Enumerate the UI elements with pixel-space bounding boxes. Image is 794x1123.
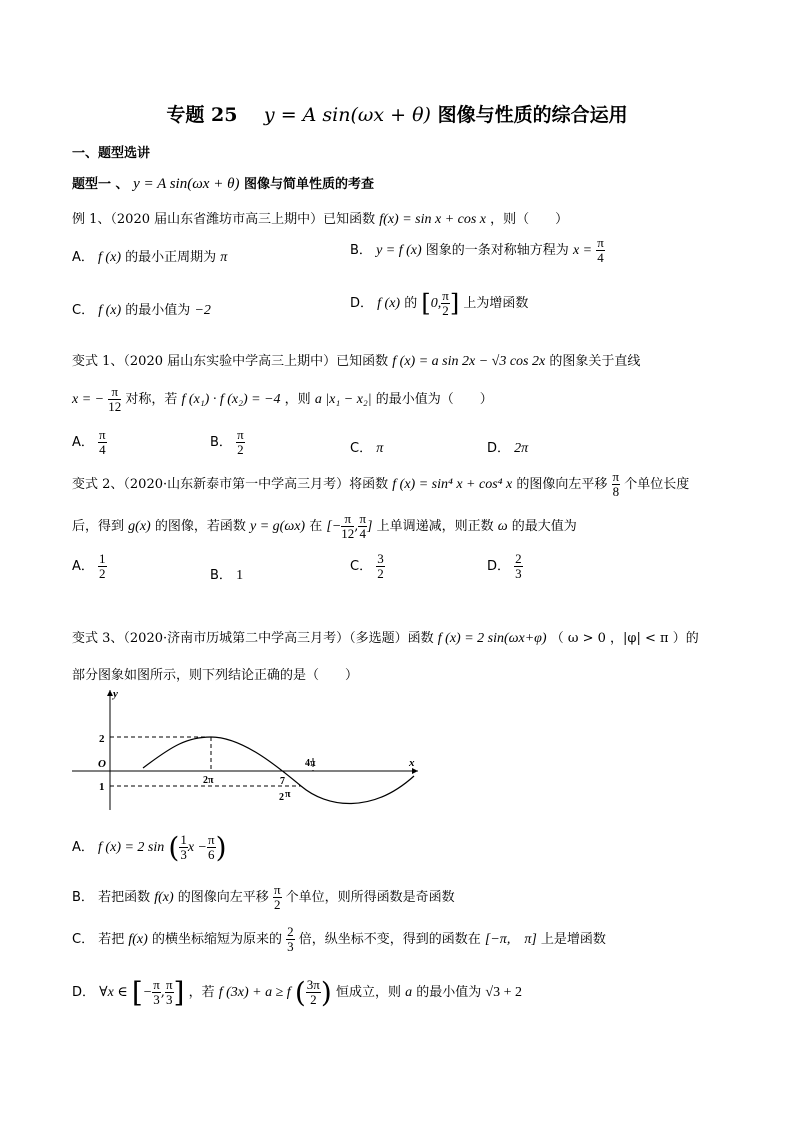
type-suffix: 图像与简单性质的考查 xyxy=(243,177,374,192)
fraction xyxy=(165,978,174,1007)
option-text: 的 xyxy=(404,296,418,311)
example1-stem-text: 例 1、（2020 届山东省潍坊市高三上期中）已知函数 xyxy=(72,212,376,227)
variant3-option-c xyxy=(72,925,606,954)
text: 上单调递减，则正数 xyxy=(376,519,494,534)
variant3-line2: 部分图象如图所示，则下列结论正确的是（ ） xyxy=(72,668,359,683)
fraction xyxy=(612,470,621,499)
numerator: 2 xyxy=(515,551,522,566)
option-math: f (x) xyxy=(98,250,121,265)
page-title xyxy=(0,100,794,127)
variant2-option-a xyxy=(72,552,107,581)
denominator: 2 xyxy=(237,442,244,457)
fraction xyxy=(108,385,121,414)
variant3-option-a: A． f (x) = 2 sin ( $\frac{1}{3}$ x − $\frac{\pi}{6}$ ) xyxy=(72,831,227,864)
text: 的图像，若函数 xyxy=(154,519,246,534)
example1-stem xyxy=(72,208,568,228)
option-math: 2π xyxy=(514,441,529,456)
text: 若把 xyxy=(98,932,125,947)
fraction xyxy=(179,833,188,862)
variant1-line2 xyxy=(72,385,493,414)
numerator: 3 xyxy=(377,551,384,566)
denominator: 3 xyxy=(180,847,187,862)
text: 个单位，则所得函数是奇函数 xyxy=(285,890,455,905)
numerator: π xyxy=(208,832,215,847)
title-prefix: 专题 25 xyxy=(166,104,238,126)
variant1-stem-text: 变式 1、（2020 届山东实验中学高三上期中）已知函数 xyxy=(72,354,389,369)
option-math: π xyxy=(376,441,384,456)
option-math: f(x) xyxy=(128,932,148,947)
option-math: −2 xyxy=(194,303,211,318)
option-math: y = f (x) xyxy=(376,243,422,258)
denominator: 12 xyxy=(108,399,122,414)
option-math: f(x) xyxy=(154,890,174,905)
text: ，若 xyxy=(188,985,215,1000)
fraction xyxy=(514,552,523,581)
variant3-stem-text: 变式 3、（2020·济南市历城第二中学高三月考）（多选题）函数 xyxy=(72,631,434,646)
numerator: π xyxy=(359,511,367,526)
denominator: 8 xyxy=(612,484,620,499)
numerator: π xyxy=(597,235,604,250)
option-label: B． xyxy=(210,568,232,583)
variant2-option-c xyxy=(350,552,385,581)
denominator: 6 xyxy=(208,847,215,862)
title-formula: y = A sin(ωx + θ) xyxy=(263,104,431,126)
fraction xyxy=(441,289,450,318)
numerator: π xyxy=(108,385,121,400)
x-axis-label: x xyxy=(409,757,415,769)
tick-label: 2 xyxy=(279,792,284,803)
text: 的最大值为 xyxy=(511,519,577,534)
text: 的最小值为 xyxy=(416,985,482,1000)
variant1-option-d xyxy=(487,437,528,457)
option-math: a xyxy=(405,985,413,1000)
denominator: 4 xyxy=(597,250,604,265)
option-math: [− xyxy=(326,519,342,534)
text: 的最小值为（ ） xyxy=(375,392,493,407)
tick-label: π xyxy=(285,789,291,800)
numerator: π xyxy=(341,512,354,527)
option-math: [−π, π] xyxy=(484,932,537,947)
variant3-stem xyxy=(72,627,699,647)
text: ，则 xyxy=(284,392,311,407)
option-math: x = xyxy=(572,243,593,258)
numerator: π xyxy=(237,427,244,442)
fraction xyxy=(236,428,245,457)
denominator: 3 xyxy=(515,566,522,581)
option-math: π xyxy=(220,250,228,265)
option-label: B． xyxy=(210,435,232,450)
option-text: 图象的一条对称轴方程为 xyxy=(425,243,569,258)
y-axis-label: y xyxy=(113,688,118,700)
example1-option-a xyxy=(72,246,227,266)
option-math: x − xyxy=(187,840,208,855)
option-math: f (x) xyxy=(377,296,401,311)
option-label: C． xyxy=(72,303,95,318)
fraction xyxy=(286,925,295,954)
option-label: A． xyxy=(72,840,94,855)
denominator: 2 xyxy=(273,897,281,912)
text: 的横坐标缩短为原来的 xyxy=(151,932,282,947)
text: 对称，若 xyxy=(125,392,178,407)
numerator: 1 xyxy=(180,832,187,847)
option-math: y = g(ωx) xyxy=(250,519,306,534)
type-formula: y = A sin(ωx + θ) xyxy=(133,176,240,192)
option-math: a |x₁ − x₂| xyxy=(314,392,372,407)
text: 恒成立，则 xyxy=(335,985,401,1000)
fraction xyxy=(98,552,107,581)
option-label: C． xyxy=(72,932,95,947)
option-label: A． xyxy=(72,559,94,574)
denominator: 12 xyxy=(341,526,355,541)
variant1-option-a xyxy=(72,428,107,457)
variant1-formula: f (x) = a sin 2x − √3 cos 2x xyxy=(392,354,546,369)
denominator: 2 xyxy=(377,566,384,581)
fraction xyxy=(376,552,385,581)
variant3-option-b xyxy=(72,883,455,912)
option-label: D． xyxy=(72,985,96,1000)
numerator: π xyxy=(153,977,160,992)
text: 倍，纵坐标不变，得到的函数在 xyxy=(298,932,481,947)
denominator: 4 xyxy=(359,526,366,541)
fraction xyxy=(306,978,321,1007)
text: 在 xyxy=(309,519,323,534)
variant2-stem-text: 变式 2、（2020·山东新泰市第一中学高三月考）将函数 xyxy=(72,477,389,492)
option-label: A． xyxy=(72,250,94,265)
example1-formula: f(x) = sin x + cos x xyxy=(379,212,487,227)
variant3-option-d: D． ∀x ∈ [− $\frac{\pi}{3}$ , $\frac{\pi}{3}$ ] ，若 f (3x) + a ≥ f ( $\frac{3\pi}{2}$ ) 恒成立，则 a 的最小值为 √3 + 2 xyxy=(72,976,522,1009)
fraction xyxy=(341,512,354,541)
denominator: 3 xyxy=(153,992,160,1007)
option-math: f (x) xyxy=(98,303,122,318)
fraction xyxy=(358,512,367,541)
option-math: 0, xyxy=(430,296,442,311)
title-suffix: 图像与性质的综合运用 xyxy=(437,104,628,126)
numerator: π xyxy=(99,427,106,442)
denominator: 3 xyxy=(287,939,294,954)
numerator: 1 xyxy=(99,551,106,566)
example1-option-d: D． f (x) 的 [0, $\frac{\pi}{2}$ ] 上为增函数 xyxy=(350,288,529,318)
option-label: D． xyxy=(487,559,511,574)
numerator: 3π xyxy=(306,977,320,992)
fraction xyxy=(152,978,161,1007)
variant1-stem-end: 的图象关于直线 xyxy=(549,354,641,369)
text: 的图像向左平移 xyxy=(177,890,269,905)
variant2-formula: f (x) = sin⁴ x + cos⁴ x xyxy=(392,477,513,492)
section-heading: 一、题型选讲 xyxy=(72,146,151,161)
denominator: 2 xyxy=(310,992,317,1007)
option-math: f (3x) + a ≥ f xyxy=(218,985,291,1000)
tick-label: 1 xyxy=(99,781,105,793)
tick-label: 2 xyxy=(99,733,105,745)
sine-graph xyxy=(72,686,432,810)
option-label: C． xyxy=(350,559,373,574)
type-heading xyxy=(72,173,374,193)
text: 的图像向左平移 xyxy=(516,477,608,492)
text: （ ω > 0 ，|φ| < π ）的 xyxy=(550,631,699,646)
option-math: √3 + 2 xyxy=(485,985,522,1000)
example1-stem-end: ，则（ ） xyxy=(490,212,569,227)
variant1-option-c xyxy=(350,437,383,457)
tick-label: 7 xyxy=(280,776,285,787)
option-label: A． xyxy=(72,435,94,450)
variant2-option-d xyxy=(487,552,523,581)
option-label: B． xyxy=(350,243,372,258)
variant3-formula: f (x) = 2 sin(ωx+φ) xyxy=(437,631,547,646)
fraction xyxy=(98,428,107,457)
option-math: f (x) = 2 sin xyxy=(98,840,165,855)
numerator: π xyxy=(442,288,449,303)
option-label: C． xyxy=(350,441,373,456)
option-label: B． xyxy=(72,890,94,905)
text: 上是增函数 xyxy=(540,932,606,947)
option-text: 的最小值为 xyxy=(125,303,191,318)
fraction xyxy=(596,236,605,265)
text: 若把函数 xyxy=(98,890,151,905)
denominator: 2 xyxy=(442,303,449,318)
option-math: 1 xyxy=(236,568,244,583)
option-text: 上为增函数 xyxy=(463,296,529,311)
fraction xyxy=(207,833,216,862)
numerator: 2 xyxy=(287,924,294,939)
option-math: x = − xyxy=(72,392,105,407)
variant2-option-b xyxy=(210,564,243,584)
option-math: g(x) xyxy=(128,519,151,534)
denominator: 2 xyxy=(99,566,106,581)
denominator: 4 xyxy=(99,442,106,457)
option-math: f (x₁) · f (x₂) = −4 xyxy=(181,392,281,407)
type-prefix: 题型一 、 xyxy=(72,177,129,192)
origin-label: O xyxy=(98,758,106,770)
numerator: π xyxy=(612,469,620,484)
denominator: 3 xyxy=(165,992,173,1007)
example1-option-b xyxy=(350,236,605,265)
variant2-stem xyxy=(72,470,689,499)
variant1-stem xyxy=(72,350,640,370)
example1-option-c xyxy=(72,299,211,319)
numerator: π xyxy=(165,977,173,992)
text: 个单位长度 xyxy=(624,477,690,492)
option-math: ∀x ∈ xyxy=(99,985,128,1000)
option-label: D． xyxy=(350,296,374,311)
option-label: D． xyxy=(487,441,511,456)
option-math: ω xyxy=(497,519,508,534)
option-text: 的最小正周期为 xyxy=(125,250,217,265)
fraction xyxy=(273,883,282,912)
numerator: π xyxy=(273,882,281,897)
variant2-line2: 后，得到 g(x) 的图像，若函数 y = g(ωx) 在 [− $\frac{\pi}{12}$ , $\frac{\pi}{4}$ ] 上单调递减，则正数 ω 的最大值为 xyxy=(72,511,577,541)
variant1-option-b xyxy=(210,428,245,457)
text: 后，得到 xyxy=(72,519,125,534)
tick-label: 2π xyxy=(203,775,214,786)
tick-label: 4π xyxy=(305,758,316,769)
